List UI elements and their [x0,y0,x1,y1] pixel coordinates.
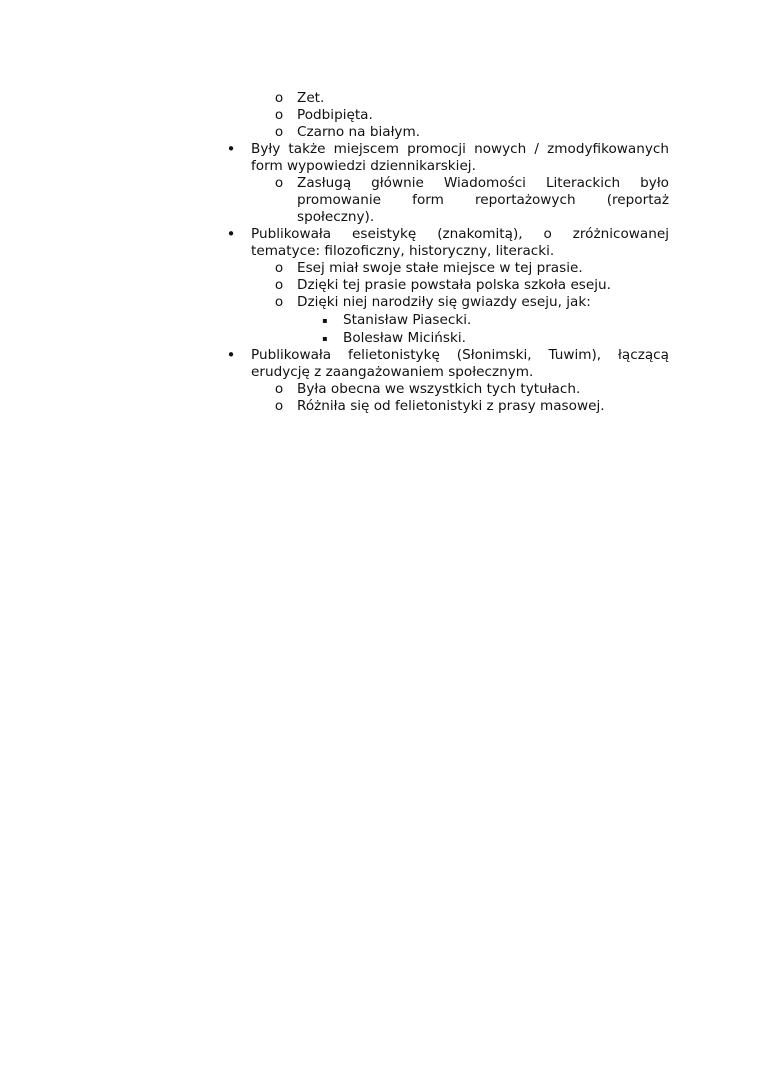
list-item-text: Podbipięta. [297,107,373,123]
dot-bullet-icon: • [226,225,236,243]
list-item-text: Zasługą głównie Wiadomości Literackich było promowanie form reportażowych (reportaż społeczny). [297,175,669,225]
list-item-text: Czarno na białym. [297,124,421,140]
list-item-text: Zet. [297,90,325,106]
list-item-text: Różniła się od felietonistyki z prasy masowej. [297,398,605,414]
list-item-text: Publikowała eseistykę (znakomitą), o zróżnicowanej tematyce: filozoficzny, historyczny, literacki. [251,226,669,259]
list-item [0,175,760,226]
square-bullet-icon: ▪ [322,316,328,325]
circle-bullet-icon: o [274,90,284,106]
list-item [0,347,760,381]
circle-bullet-icon: o [274,381,284,397]
circle-bullet-icon: o [274,175,284,191]
dot-bullet-icon: • [226,346,236,364]
circle-bullet-icon: o [274,277,284,293]
list-item [0,226,760,260]
list-item [0,294,760,311]
document-body [0,90,760,415]
list-item-text: Były także miejscem promocji nowych / zmodyfikowanych form wypowiedzi dziennikarskiej. [251,141,669,174]
circle-bullet-icon: o [274,107,284,123]
list-item [0,398,760,415]
list-item [0,330,760,347]
list-item-text: Esej miał swoje stałe miejsce w tej prasie. [297,260,583,276]
circle-bullet-icon: o [274,294,284,310]
circle-bullet-icon: o [274,124,284,140]
list-item-text: Dzięki tej prasie powstała polska szkoła eseju. [297,277,611,293]
list-item [0,381,760,398]
list-item-text: Stanisław Piasecki. [343,312,472,328]
list-item [0,124,760,141]
circle-bullet-icon: o [274,260,284,276]
list-item-text: Publikowała felietonistykę (Słonimski, Tuwim), łączącą erudycję z zaangażowaniem społecznym. [251,347,669,380]
circle-bullet-icon: o [274,398,284,414]
list-item [0,141,760,175]
list-item-text: Była obecna we wszystkich tych tytułach. [297,381,581,397]
square-bullet-icon: ▪ [322,334,328,343]
list-item-text: Bolesław Miciński. [343,330,466,346]
list-item [0,312,760,329]
list-item [0,260,760,277]
list-item [0,277,760,294]
dot-bullet-icon: • [226,140,236,158]
list-item-text: Dzięki niej narodziły się gwiazdy eseju, jak: [297,294,591,310]
list-item [0,90,760,107]
list-item [0,107,760,124]
